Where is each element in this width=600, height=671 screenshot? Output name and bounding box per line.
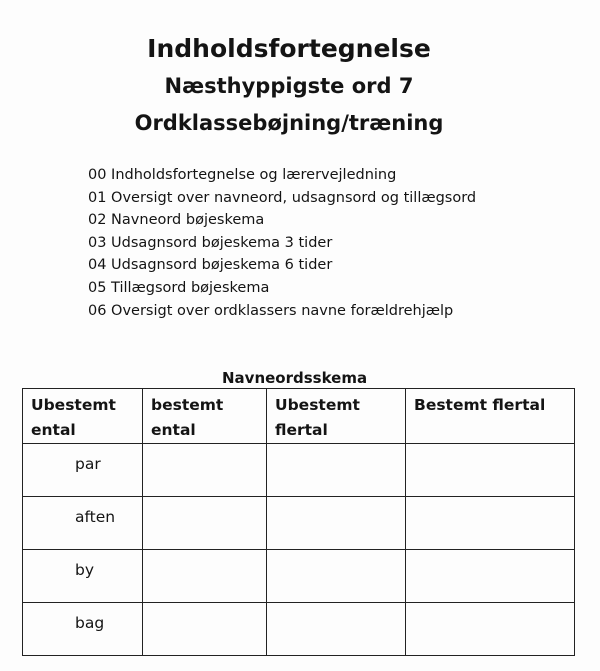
toc-item: 03 Udsagnsord bøjeskema 3 tider [88,234,333,251]
toc-item: 02 Navneord bøjeskema [88,212,265,229]
answer-cell[interactable] [143,497,267,550]
answer-cell[interactable] [406,497,575,550]
title-block [0,30,578,142]
table-row [23,444,575,497]
answer-cell[interactable] [267,550,406,603]
row-word-cell: aften [23,497,143,550]
answer-cell[interactable] [143,603,267,656]
toc-item: 01 Oversigt over navneord, udsagnsord og tillægsord [88,189,477,206]
column-header-definite-singular: bestemt ental [143,389,267,444]
table-header-row [23,389,575,444]
toc-item: 06 Oversigt over ordklassers navne forældrehjælp [88,302,454,319]
answer-cell[interactable] [406,603,575,656]
row-word-cell: bag [23,603,143,656]
page-title: Indholdsfortegnelse [147,34,431,63]
answer-cell[interactable] [143,550,267,603]
row-word-cell: par [23,444,143,497]
row-word-cell: by [23,550,143,603]
answer-cell[interactable] [406,444,575,497]
toc-item: 04 Udsagnsord bøjeskema 6 tider [88,257,333,274]
noun-table [22,388,575,656]
answer-cell[interactable] [267,444,406,497]
column-header-definite-plural: Bestemt flertal [406,389,575,444]
answer-cell[interactable] [143,444,267,497]
table-row [23,603,575,656]
table-caption: Navneordsskema [222,369,368,387]
toc-item: 00 Indholdsfortegnelse og lærervejledning [88,167,397,183]
page-subtitle-1: Næsthyppigste ord 7 [164,74,414,98]
table-row [23,550,575,603]
table-of-contents [88,164,476,322]
toc-item: 05 Tillægsord bøjeskema [88,279,270,296]
column-header-indefinite-singular: Ubestemt ental [23,389,143,444]
table-row [23,497,575,550]
answer-cell[interactable] [267,603,406,656]
page-subtitle-2: Ordklassebøjning/træning [134,111,444,135]
column-header-indefinite-plural: Ubestemt flertal [267,389,406,444]
answer-cell[interactable] [406,550,575,603]
answer-cell[interactable] [267,497,406,550]
